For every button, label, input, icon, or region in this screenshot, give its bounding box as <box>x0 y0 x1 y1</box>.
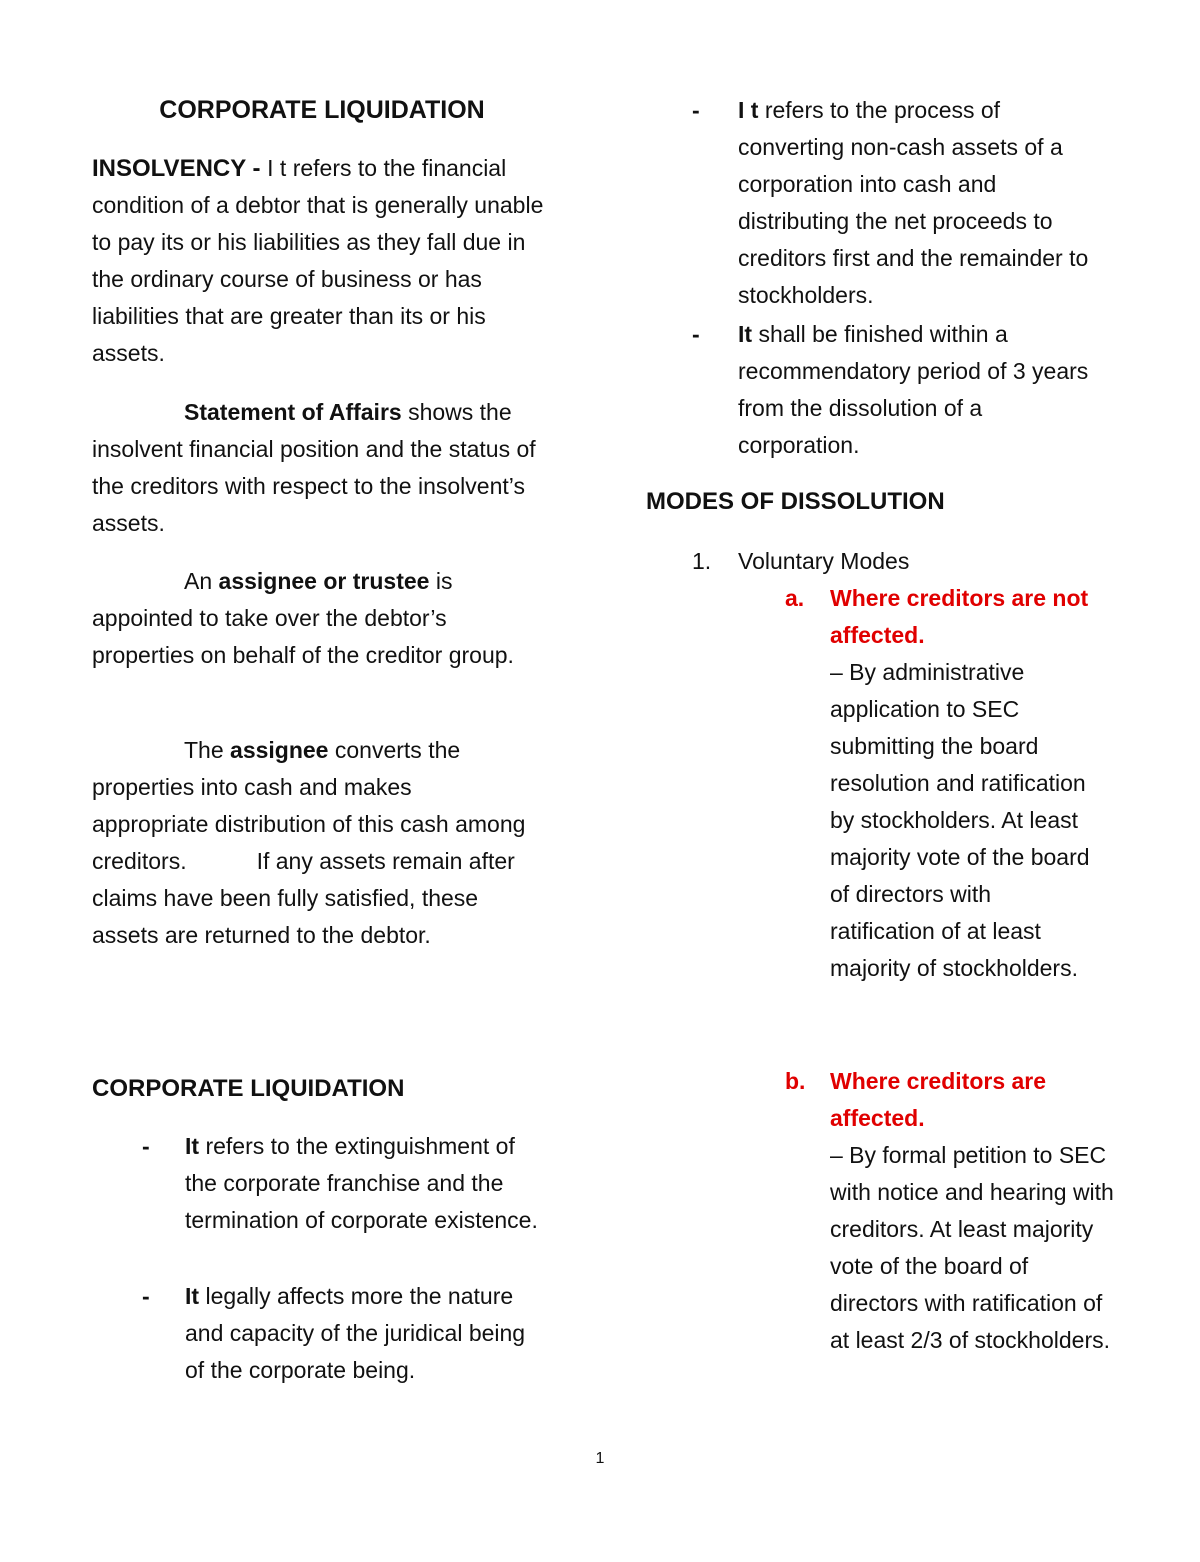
section-heading-corporate-liquidation: CORPORATE LIQUIDATION <box>92 1075 405 1102</box>
page-number: 1 <box>595 1450 605 1467</box>
convert-text-1: converts the properties into cash and makes appropriate distribution of this cash among creditors. <box>92 737 526 874</box>
list-item <box>185 1128 550 1239</box>
bullet-marker: - <box>142 1133 150 1159</box>
sub-item-a-text: – By administrative application to SEC submitting the board resolution and ratification by stockholders. At least majority vote of the board of directors with ratification of at least majority of stockholders. <box>830 659 1090 981</box>
insolvency-term: INSOLVENCY - <box>92 155 268 182</box>
list-item <box>185 1278 550 1389</box>
bullet-marker: - <box>142 1283 150 1309</box>
convert-term: assignee <box>230 737 329 763</box>
assignee-pre: An <box>184 568 219 594</box>
sub-item-a-title: Where creditors are not affected. <box>830 585 1089 648</box>
bullet-marker: - <box>692 321 700 347</box>
section-heading-modes-of-dissolution: MODES OF DISSOLUTION <box>646 488 945 515</box>
bullet-lead: It <box>738 321 753 347</box>
bullet-text: shall be finished within a recommendatory period of 3 years from the dissolution of a corporation. <box>738 321 1089 458</box>
sub-item-marker-a: a. <box>785 585 805 611</box>
insolvency-text: I t refers to the financial condition of a debtor that is generally unable to pay its or his liabilities as they fall due in the ordinary course of business or has liabilities that are greater than its or his assets. <box>92 155 544 366</box>
convert-pre: The <box>184 737 231 763</box>
sub-item-b <box>830 1063 1115 1359</box>
statement-of-affairs-term: Statement of Affairs <box>184 399 402 425</box>
sub-item-a <box>830 580 1090 987</box>
statement-of-affairs-paragraph <box>92 394 562 542</box>
bullet-text: legally affects more the nature and capacity of the juridical being of the corporate being. <box>185 1283 526 1383</box>
page-title: CORPORATE LIQUIDATION <box>159 96 485 124</box>
assignee-term: assignee or trustee <box>218 568 430 594</box>
assignee-paragraph <box>92 563 532 674</box>
bullet-marker: - <box>692 97 700 123</box>
bullet-lead: It <box>185 1283 200 1309</box>
sub-item-b-title: Where creditors are affected. <box>830 1068 1047 1131</box>
assignee-converts-paragraph <box>92 732 532 954</box>
bullet-text: refers to the process of converting non-cash assets of a corporation into cash and distributing the net proceeds to creditors first and the remainder to stockholders. <box>738 97 1089 308</box>
list-number: 1. <box>692 548 712 574</box>
assignee-text: is appointed to take over the debtor’s properties on behalf of the creditor group. <box>92 568 514 668</box>
bullet-lead: It <box>185 1133 200 1159</box>
convert-text-2: If any assets remain after claims have been fully satisfied, these assets are returned to the debtor. <box>92 848 515 948</box>
sub-item-b-text: – By formal petition to SEC with notice and hearing with creditors. At least majority vote of the board of directors with ratification of at least 2/3 of stockholders. <box>830 1142 1114 1353</box>
list-item <box>738 92 1108 314</box>
bullet-lead: I t <box>738 97 759 123</box>
bullet-text: refers to the extinguishment of the corporate franchise and the termination of corporate existence. <box>185 1133 538 1233</box>
sub-item-marker-b: b. <box>785 1068 806 1094</box>
insolvency-paragraph <box>92 150 562 372</box>
list-item-voluntary-modes: Voluntary Modes <box>738 548 910 574</box>
list-item <box>738 316 1108 464</box>
statement-of-affairs-text: shows the insolvent financial position and the status of the creditors with respect to the insolvent’s assets. <box>92 399 536 536</box>
